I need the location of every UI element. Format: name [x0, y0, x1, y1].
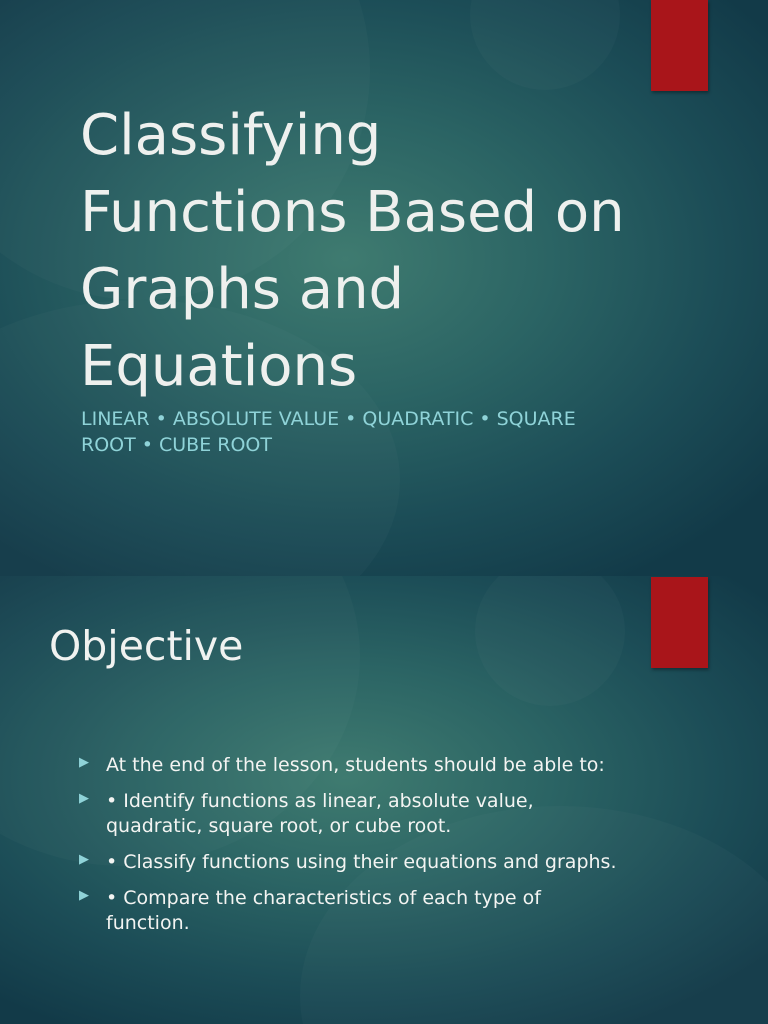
slide-subtitle: LINEAR • ABSOLUTE VALUE • QUADRATIC • SQUARE ROOT • CUBE ROOT — [81, 408, 576, 456]
bullet-text: • Compare the characteristics of each type of function. — [106, 887, 541, 934]
accent-bar — [651, 0, 708, 91]
bullet-item — [78, 753, 618, 778]
objective-slide — [0, 576, 768, 1024]
bullet-text: • Classify functions using their equations and graphs. — [106, 851, 617, 873]
triangle-right-icon: ▶ — [79, 888, 89, 903]
bullet-item — [78, 789, 618, 839]
decorative-circle — [475, 576, 625, 706]
triangle-right-icon: ▶ — [79, 852, 89, 867]
bullet-text: At the end of the lesson, students should be able to: — [106, 754, 605, 776]
bullet-item — [78, 886, 618, 936]
accent-bar — [651, 577, 708, 668]
bullet-item — [78, 850, 618, 875]
slide-title: Objective — [49, 622, 244, 670]
slide-title: Classifying Functions Based on Graphs and Equations — [80, 103, 625, 399]
bullet-text: • Identify functions as linear, absolute value, quadratic, square root, or cube root. — [106, 790, 534, 837]
triangle-right-icon: ▶ — [79, 791, 89, 806]
bullet-list — [78, 753, 618, 947]
decorative-circle — [470, 0, 620, 90]
triangle-right-icon: ▶ — [79, 755, 89, 770]
